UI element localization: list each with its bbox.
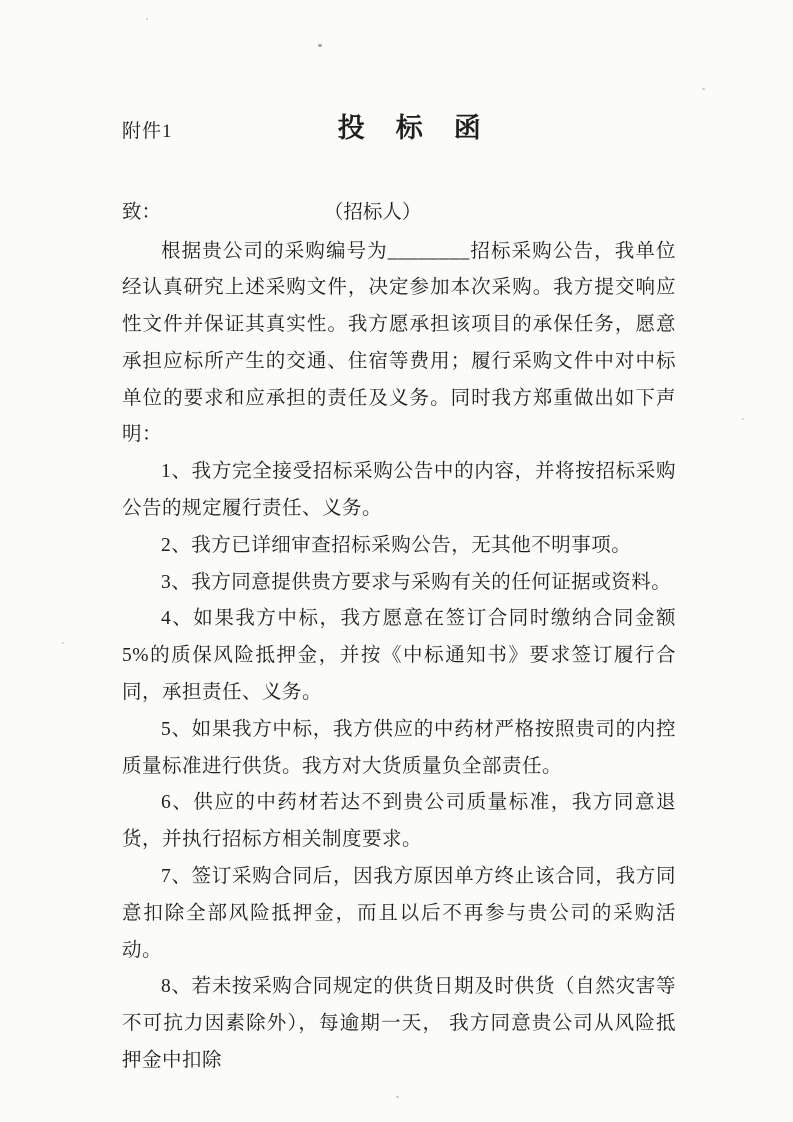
- paragraph-item-8: 8、若未按采购合同规定的供货日期及时供货（自然灾害等不可抗力因素除外），每逾期一天， 我方同意贵公司从风险抵押金中扣除: [122, 976, 676, 1072]
- document-title: 投 标 函: [337, 113, 483, 143]
- paragraph-item-2: 2、我方已详细审查招标采购公告，无其他不明事项。: [161, 534, 632, 556]
- document-content: [122, 106, 676, 1080]
- paragraph-intro: 根据贵公司的采购编号为________招标采购公告，我单位经认真研究上述采购文件，决定参加本次采购。我方提交响应性文件并保证其真实性。我方愿承担该项目的承保任务，愿意承担应标所产生的交通、住宿等费用；履行采购文件中对中标单位的要求和应承担的责任及义务。同时我方郑重做出如下声明：: [122, 240, 676, 446]
- scan-speck: [742, 418, 744, 420]
- document-header: [122, 106, 676, 145]
- paragraph-item-4: 4、如果我方中标，我方愿意在签订合同时缴纳合同金额 5%的质保风险抵押金，并按《中标通知书》要求签订履行合同，承担责任、义务。: [122, 608, 676, 704]
- paragraph-item-3: 3、我方同意提供贵方要求与采购有关的任何证据或资料。: [161, 571, 672, 593]
- scan-speck: [702, 88, 705, 90]
- scan-speck: [318, 44, 322, 47]
- salutation-line: [122, 195, 676, 232]
- paragraph-item-5: 5、如果我方中标，我方供应的中药材严格按照贵司的内控质量标准进行供货。我方对大货质量负全部责任。: [122, 718, 676, 777]
- paragraph-item-6: 6、供应的中药材若达不到贵公司质量标准，我方同意退货，并执行招标方相关制度要求。: [122, 792, 676, 851]
- scan-speck: [62, 642, 64, 644]
- document-body: [122, 234, 676, 1080]
- paragraph-item-1: 1、我方完全接受招标采购公告中的内容，并将按招标采购公告的规定履行责任、义务。: [122, 461, 676, 520]
- paragraph-item-7: 7、签订采购合同后，因我方原因单方终止该合同，我方同意扣除全部风险抵押金，而且以后不再参与贵公司的采购活动。: [122, 866, 676, 961]
- salutation-prefix: 致：: [122, 202, 162, 223]
- attachment-label: 附件1: [122, 121, 173, 142]
- scan-speck: [146, 18, 148, 20]
- recipient-note: （招标人）: [323, 202, 422, 223]
- scan-speck: [396, 1096, 399, 1098]
